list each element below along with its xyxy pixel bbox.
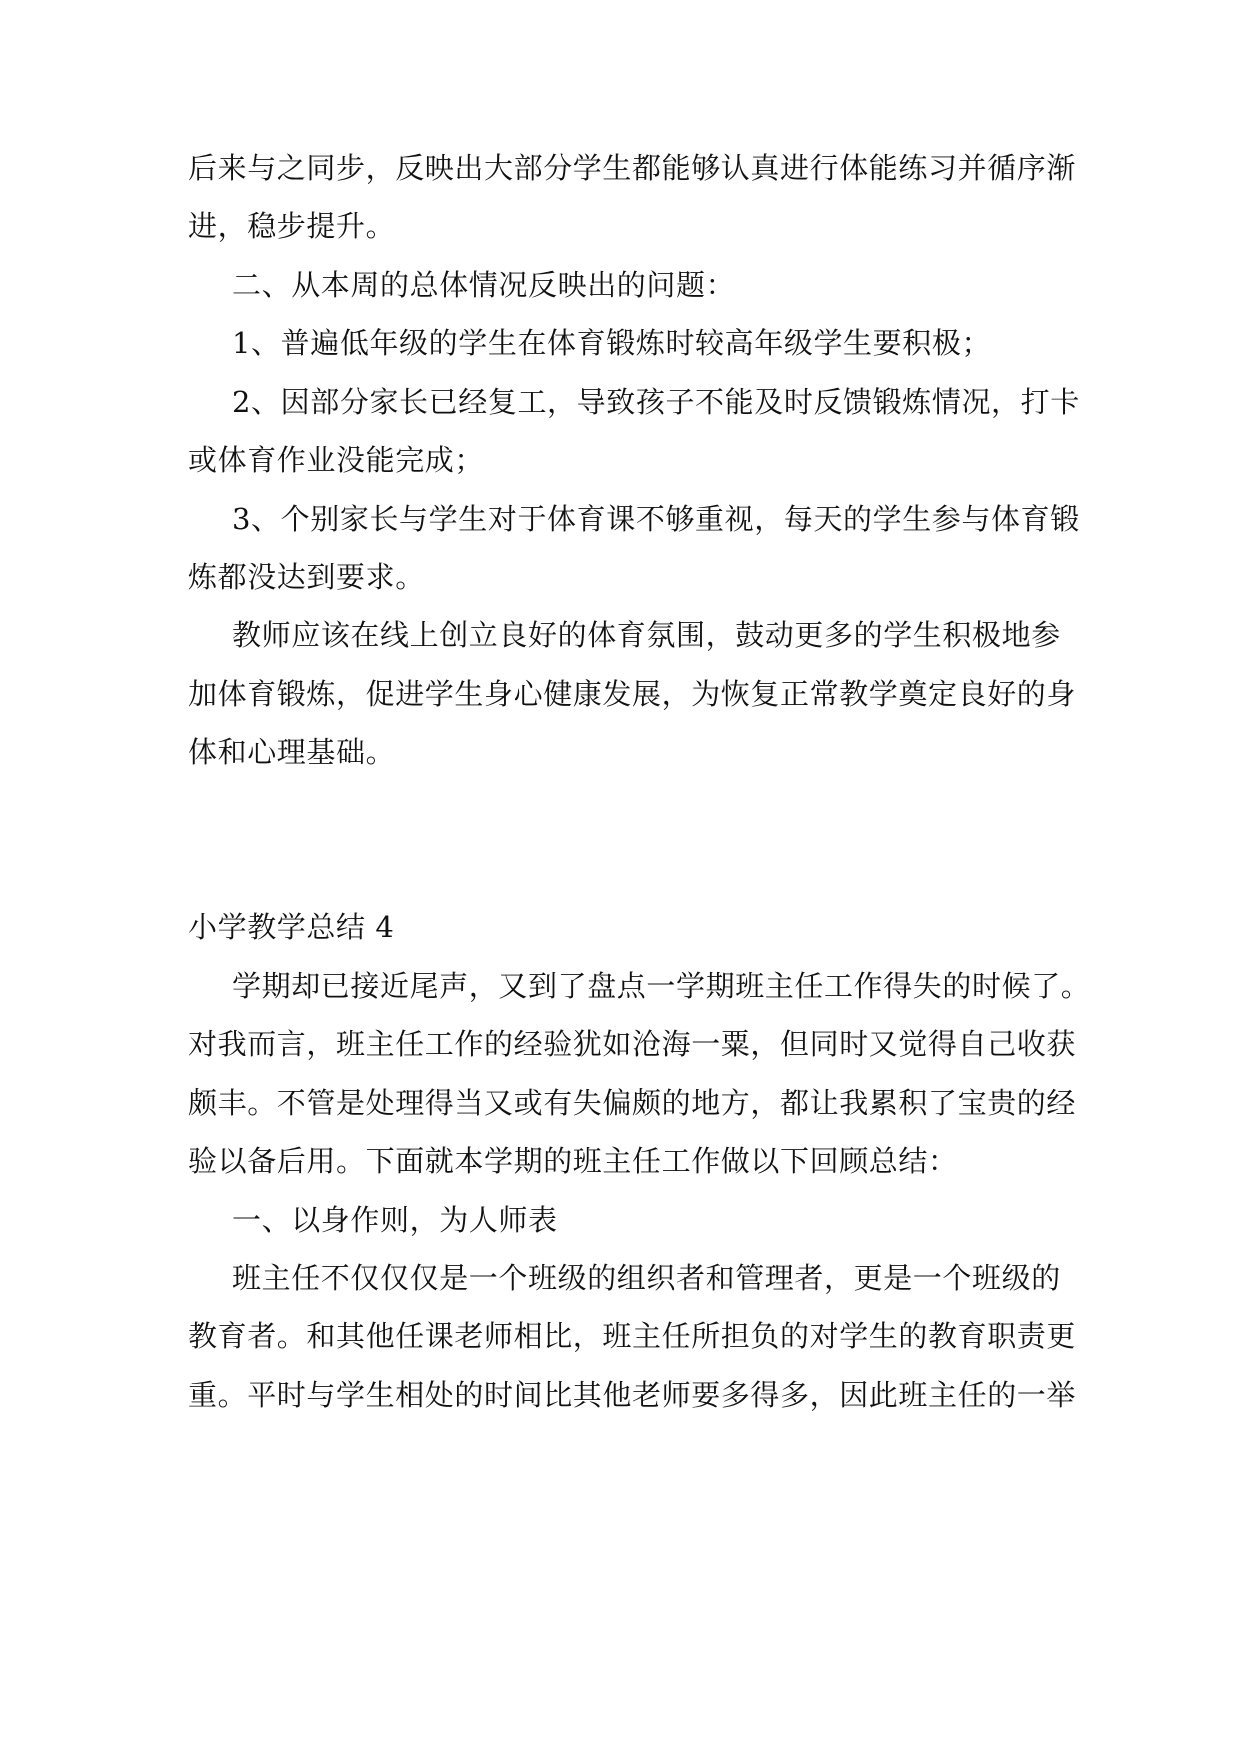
list-item: 1、普遍低年级的学生在体育锻炼时较高年级学生要积极； <box>232 326 992 360</box>
text-line: 验以备后用。下面就本学期的班主任工作做以下回顾总结： <box>188 1144 958 1178</box>
text-line: 加体育锻炼，促进学生身心健康发展，为恢复正常教学奠定良好的身 <box>188 677 1077 711</box>
text-line: 炼都没达到要求。 <box>188 560 425 594</box>
text-line: 对我而言，班主任工作的经验犹如沧海一粟，但同时又觉得自己收获 <box>188 1027 1077 1061</box>
list-item: 2、因部分家长已经复工，导致孩子不能及时反馈锻炼情况，打卡 <box>232 385 1080 419</box>
paragraph-line: 教师应该在线上创立良好的体育氛围，鼓动更多的学生积极地参 <box>232 618 1061 652</box>
text-line: 颇丰。不管是处理得当又或有失偏颇的地方，都让我累积了宝贵的经 <box>188 1086 1077 1120</box>
text-line: 进，稳步提升。 <box>188 209 396 243</box>
text-line: 教育者。和其他任课老师相比，班主任所担负的对学生的教育职责更 <box>188 1319 1077 1353</box>
paragraph-line: 班主任不仅仅仅是一个班级的组织者和管理者，更是一个班级的 <box>232 1261 1061 1295</box>
list-item: 3、个别家长与学生对于体育课不够重视，每天的学生参与体育锻 <box>232 502 1080 536</box>
text-line: 后来与之同步，反映出大部分学生都能够认真进行体能练习并循序渐 <box>188 151 1077 185</box>
text-line: 重。平时与学生相处的时间比其他老师要多得多，因此班主任的一举 <box>188 1378 1077 1412</box>
paragraph-line: 学期却已接近尾声，又到了盘点一学期班主任工作得失的时候了。 <box>232 969 1091 1003</box>
section-heading: 二、从本周的总体情况反映出的问题： <box>232 268 736 302</box>
text-line: 体和心理基础。 <box>188 735 396 769</box>
text-line: 或体育作业没能完成； <box>188 443 485 477</box>
section-heading: 一、以身作则，为人师表 <box>232 1203 558 1237</box>
section-title: 小学教学总结 4 <box>188 910 395 944</box>
